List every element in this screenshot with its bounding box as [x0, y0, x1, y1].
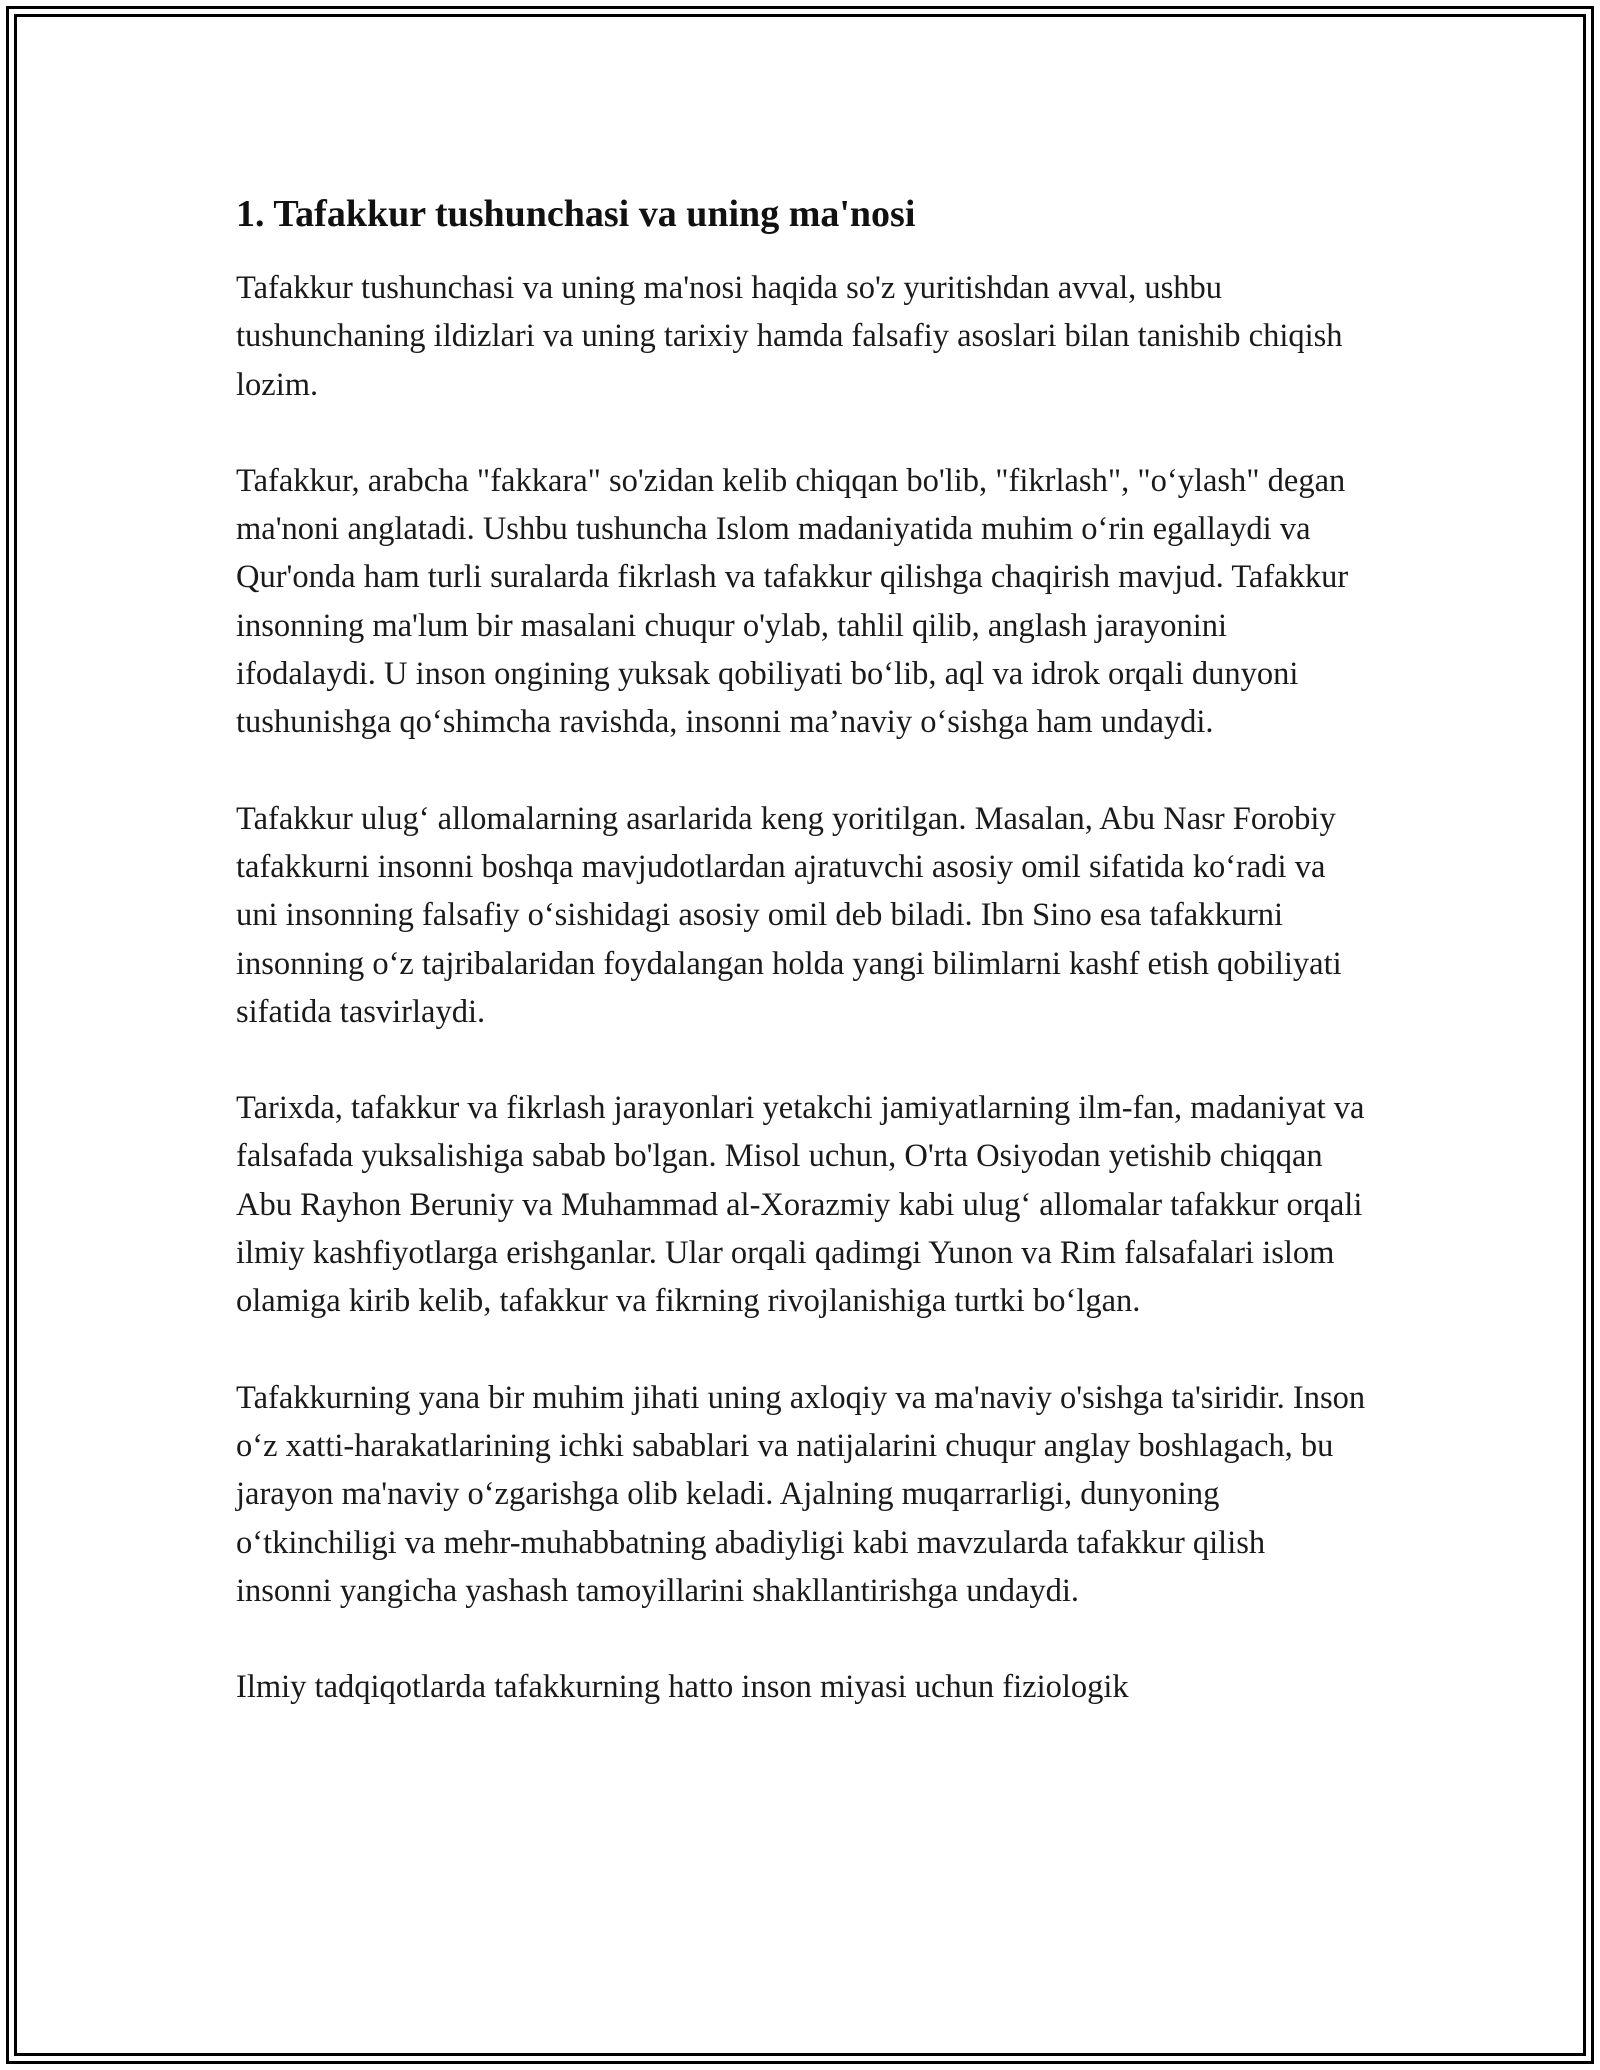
paragraph: Ilmiy tadqiqotlarda tafakkurning hatto inson miyasi uchun fiziologik	[236, 1669, 1129, 1706]
paragraph: Tafakkurning yana bir muhim jihati uning axloqiy va ma'naviy o'sishga ta'siridir. Inson o‘z xatti-harakatlarining ichki sabablari va natijalarini chuqur anglay boshlagach, bu jarayon ma'naviy o‘zgarishga olib keladi. Ajalning muqarrarligi, dunyoning o‘tkinchiligi va mehr-muhabbatning abadiyligi kabi mavzularda tafakkur qilish insonni yangicha yashash tamoyillarini shakllantirishga undaydi.	[236, 1379, 1366, 1609]
paragraph: Tafakkur, arabcha "fakkara" so'zidan kelib chiqqan bo'lib, "fikrlash", "o‘ylash" degan ma'noni anglatadi. Ushbu tushuncha Islom madaniyatida muhim o‘rin egallaydi va Qur'onda ham turli suralarda fikrlash va tafakkur qilishga chaqirish mavjud. Tafakkur insonning ma'lum bir masalani chuqur o'ylab, tahlil qilib, anglash jarayonini ifodalaydi. U inson ongining yuksak qobiliyati bo‘lib, aql va idrok orqali dunyoni tushunishga qo‘shimcha ravishda, insonni ma’naviy o‘sishga ham undaydi.	[236, 462, 1349, 741]
paragraph: Tarixda, tafakkur va fikrlash jarayonlari yetakchi jamiyatlarning ilm-fan, madaniyat va falsafada yuksalishiga sabab bo'lgan. Misol uchun, O'rta Osiyodan yetishib chiqqan Abu Rayhon Beruniy va Muhammad al-Xorazmiy kabi ulug‘ allomalar tafakkur orqali ilmiy kashfiyotlarga erishganlar. Ular orqali qadimgi Yunon va Rim falsafalari islom olamiga kirib kelib, tafakkur va fikrning rivojlanishiga turtki bo‘lgan.	[236, 1090, 1365, 1320]
document-body	[236, 188, 1366, 1711]
paragraph: Tafakkur ulug‘ allomalarning asarlarida keng yoritilgan. Masalan, Abu Nasr Forobiy tafakkurni insonni boshqa mavjudotlardan ajratuvchi asosiy omil sifatida ko‘radi va uni insonning falsafiy o‘sishidagi asosiy omil deb biladi. Ibn Sino esa tafakkurni insonning o‘z tajribalaridan foydalangan holda yangi bilimlarni kashf etish qobiliyati sifatida tasvirlaydi.	[236, 800, 1342, 1030]
paragraph: Tafakkur tushunchasi va uning ma'nosi haqida so'z yuritishdan avval, ushbu tushunchaning ildizlari va uning tarixiy hamda falsafiy asoslari bilan tanishib chiqish lozim.	[236, 270, 1343, 403]
section-heading: 1. Tafakkur tushunchasi va uning ma'nosi	[236, 193, 916, 235]
